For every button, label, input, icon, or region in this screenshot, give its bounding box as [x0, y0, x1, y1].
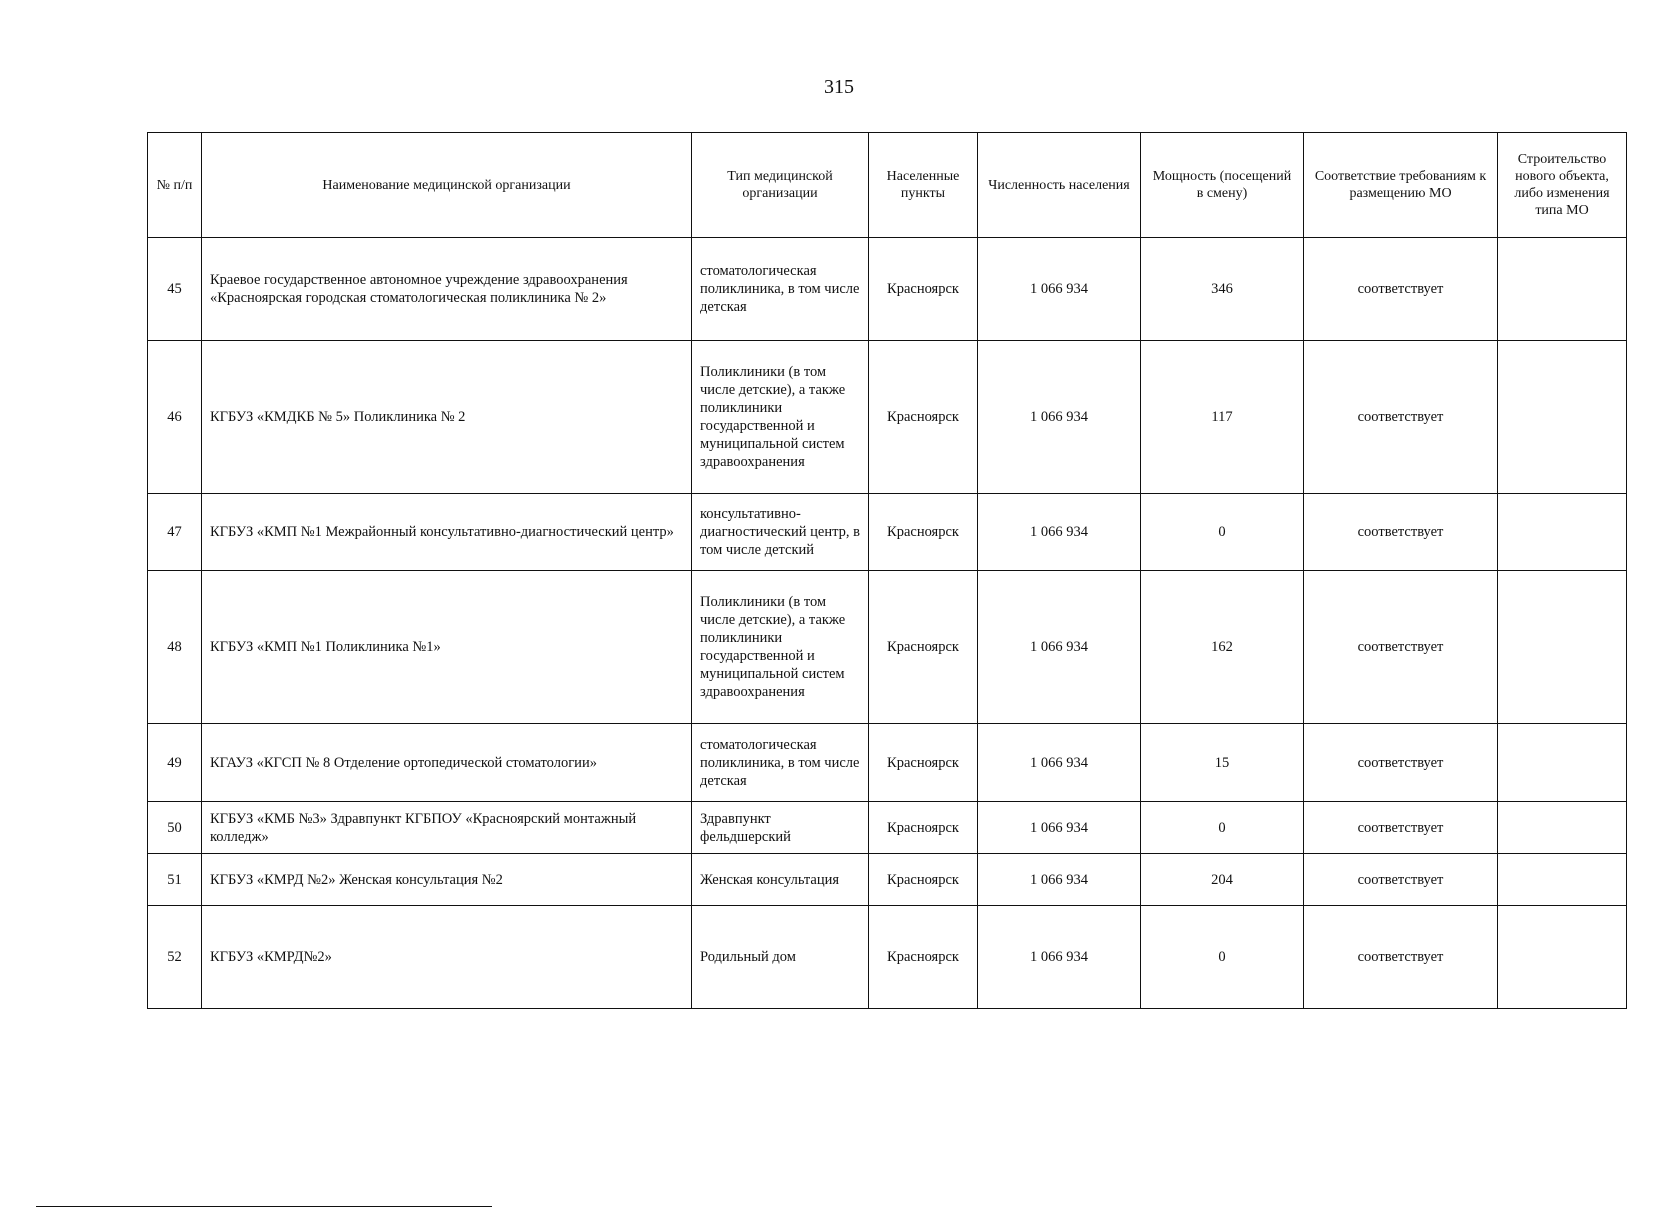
cell-num: 50 — [148, 802, 202, 854]
cell-name: КГАУЗ «КГСП № 8 Отделение ортопедической стоматологии» — [202, 724, 692, 802]
cell-name: КГБУЗ «КМП №1 Межрайонный консультативно-диагностический центр» — [202, 494, 692, 571]
cell-num: 48 — [148, 571, 202, 724]
cell-capacity: 162 — [1141, 571, 1304, 724]
cell-name: КГБУЗ «КМРД№2» — [202, 906, 692, 1009]
medical-organizations-table — [147, 132, 1627, 1009]
cell-capacity: 117 — [1141, 341, 1304, 494]
table-row — [148, 854, 1627, 906]
cell-type: Родильный дом — [692, 906, 869, 1009]
cell-compliance: соответствует — [1304, 906, 1498, 1009]
cell-locality: Красноярск — [869, 238, 978, 341]
cell-name: КГБУЗ «КМП №1 Поликлиника №1» — [202, 571, 692, 724]
cell-population: 1 066 934 — [978, 802, 1141, 854]
cell-compliance: соответствует — [1304, 494, 1498, 571]
cell-num: 52 — [148, 906, 202, 1009]
header-num: № п/п — [148, 133, 202, 238]
cell-capacity: 204 — [1141, 854, 1304, 906]
cell-construction — [1498, 906, 1627, 1009]
cell-population: 1 066 934 — [978, 238, 1141, 341]
cell-capacity: 0 — [1141, 802, 1304, 854]
cell-population: 1 066 934 — [978, 494, 1141, 571]
cell-type: Женская консультация — [692, 854, 869, 906]
cell-name: КГБУЗ «КМРД №2» Женская консультация №2 — [202, 854, 692, 906]
cell-capacity: 0 — [1141, 906, 1304, 1009]
cell-type: Поликлиники (в том числе детские), а также поликлиники государственной и муниципальной систем здравоохранения — [692, 571, 869, 724]
cell-type: Здравпункт фельдшерский — [692, 802, 869, 854]
cell-num: 45 — [148, 238, 202, 341]
header-type: Тип медицинской организации — [692, 133, 869, 238]
table-row — [148, 906, 1627, 1009]
cell-capacity: 0 — [1141, 494, 1304, 571]
header-population: Численность населения — [978, 133, 1141, 238]
table-header-row — [148, 133, 1627, 238]
cell-name: КГБУЗ «КМДКБ № 5» Поликлиника № 2 — [202, 341, 692, 494]
header-capacity: Мощность (посещений в смену) — [1141, 133, 1304, 238]
cell-compliance: соответствует — [1304, 854, 1498, 906]
cell-capacity: 346 — [1141, 238, 1304, 341]
header-compliance: Соответствие требованиям к размещению МО — [1304, 133, 1498, 238]
cell-locality: Красноярск — [869, 906, 978, 1009]
cell-name: Краевое государственное автономное учреждение здравоохранения «Красноярская городская стоматологическая поликлиника № 2» — [202, 238, 692, 341]
cell-locality: Красноярск — [869, 571, 978, 724]
cell-capacity: 15 — [1141, 724, 1304, 802]
cell-type: консультативно-диагностический центр, в том числе детский — [692, 494, 869, 571]
cell-locality: Красноярск — [869, 802, 978, 854]
table-row — [148, 238, 1627, 341]
cell-type: стоматологическая поликлиника, в том числе детская — [692, 238, 869, 341]
cell-construction — [1498, 494, 1627, 571]
cell-num: 47 — [148, 494, 202, 571]
cell-compliance: соответствует — [1304, 238, 1498, 341]
cell-construction — [1498, 802, 1627, 854]
cell-construction — [1498, 571, 1627, 724]
cell-num: 51 — [148, 854, 202, 906]
cell-population: 1 066 934 — [978, 571, 1141, 724]
cell-compliance: соответствует — [1304, 724, 1498, 802]
cell-construction — [1498, 341, 1627, 494]
header-name: Наименование медицинской организации — [202, 133, 692, 238]
table-row — [148, 724, 1627, 802]
cell-population: 1 066 934 — [978, 724, 1141, 802]
cell-locality: Красноярск — [869, 854, 978, 906]
cell-population: 1 066 934 — [978, 854, 1141, 906]
cell-construction — [1498, 724, 1627, 802]
page-number: 315 — [824, 76, 854, 98]
table-row — [148, 494, 1627, 571]
cell-locality: Красноярск — [869, 341, 978, 494]
cell-compliance: соответствует — [1304, 802, 1498, 854]
cell-population: 1 066 934 — [978, 341, 1141, 494]
cell-name: КГБУЗ «КМБ №3» Здравпункт КГБПОУ «Красноярский монтажный колледж» — [202, 802, 692, 854]
cell-locality: Красноярск — [869, 724, 978, 802]
cell-construction — [1498, 238, 1627, 341]
cell-type: стоматологическая поликлиника, в том числе детская — [692, 724, 869, 802]
table-row — [148, 571, 1627, 724]
cell-compliance: соответствует — [1304, 571, 1498, 724]
cell-construction — [1498, 854, 1627, 906]
cell-population: 1 066 934 — [978, 906, 1141, 1009]
table-row — [148, 341, 1627, 494]
header-locality: Населенные пункты — [869, 133, 978, 238]
header-construction: Строительство нового объекта, либо изменения типа МО — [1498, 133, 1627, 238]
table-row — [148, 802, 1627, 854]
cell-num: 46 — [148, 341, 202, 494]
cell-locality: Красноярск — [869, 494, 978, 571]
cell-type: Поликлиники (в том числе детские), а также поликлиники государственной и муниципальной систем здравоохранения — [692, 341, 869, 494]
cell-num: 49 — [148, 724, 202, 802]
cell-compliance: соответствует — [1304, 341, 1498, 494]
